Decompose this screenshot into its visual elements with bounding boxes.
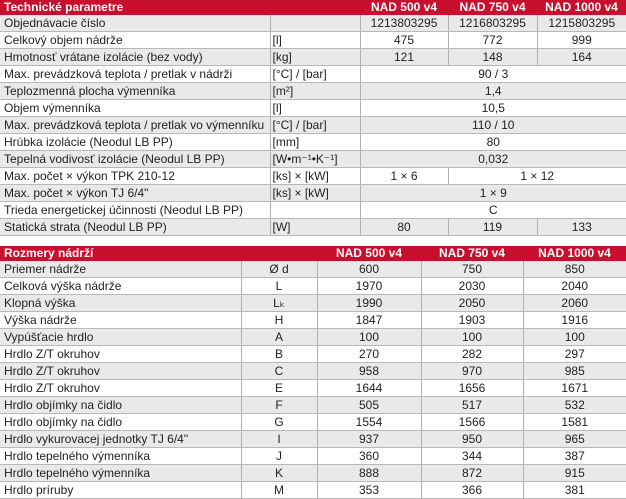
table-row <box>0 465 626 482</box>
value-cell: 1903 <box>421 312 523 329</box>
value-cell: 475 <box>360 32 448 49</box>
model-column-header: NAD 1000 v4 <box>537 0 626 15</box>
value-cell: 297 <box>523 346 626 363</box>
row-label: Hrdlo objímky na čidlo <box>0 397 241 414</box>
header-unit-cell <box>241 246 317 261</box>
table-row <box>0 66 626 83</box>
value-cell-merged: 1 × 12 <box>448 168 626 185</box>
value-cell: 282 <box>421 346 523 363</box>
value-cell: 532 <box>523 397 626 414</box>
value-cell: 872 <box>421 465 523 482</box>
value-cell: 270 <box>317 346 421 363</box>
value-cell: 1970 <box>317 278 421 295</box>
value-cell-merged: 10,5 <box>360 100 626 117</box>
row-unit <box>270 202 360 219</box>
value-cell: 970 <box>421 363 523 380</box>
value-cell: 1671 <box>523 380 626 397</box>
row-label: Hrdlo objímky na čidlo <box>0 414 241 431</box>
row-unit: [kg] <box>270 49 360 66</box>
row-label: Max. počet × výkon TJ 6/4" <box>0 185 270 202</box>
row-label: Hrdlo Z/T okruhov <box>0 380 241 397</box>
value-cell: 1656 <box>421 380 523 397</box>
table-row <box>0 32 626 49</box>
row-label: Hmotnosť vrátane izolácie (bez vody) <box>0 49 270 66</box>
value-cell: 505 <box>317 397 421 414</box>
value-cell: 937 <box>317 431 421 448</box>
value-cell: 517 <box>421 397 523 414</box>
row-unit: [W] <box>270 219 360 236</box>
row-label: Trieda energetickej účinnosti (Neodul LB PP) <box>0 202 270 219</box>
row-label: Teplozmenná plocha výmenníka <box>0 83 270 100</box>
value-cell: 1213803295 <box>360 15 448 32</box>
row-unit: A <box>241 329 317 346</box>
value-cell: 1 × 6 <box>360 168 448 185</box>
model-column-header: NAD 1000 v4 <box>523 246 626 261</box>
model-column-header: NAD 750 v4 <box>421 246 523 261</box>
row-unit: I <box>241 431 317 448</box>
header-unit-cell <box>270 0 360 15</box>
value-cell: 1990 <box>317 295 421 312</box>
value-cell: 1554 <box>317 414 421 431</box>
value-cell: 950 <box>421 431 523 448</box>
value-cell: 985 <box>523 363 626 380</box>
table-row <box>0 83 626 100</box>
row-unit: J <box>241 448 317 465</box>
row-label: Objednávacie číslo <box>0 15 270 32</box>
row-label: Statická strata (Neodul LB PP) <box>0 219 270 236</box>
table-row <box>0 278 626 295</box>
value-cell: 164 <box>537 49 626 66</box>
value-cell: 387 <box>523 448 626 465</box>
value-cell: 2060 <box>523 295 626 312</box>
row-unit: E <box>241 380 317 397</box>
table-title: Technické parametre <box>0 0 270 15</box>
value-cell: 1644 <box>317 380 421 397</box>
row-label: Max. prevádzková teplota / pretlak vo výmenníku <box>0 117 270 134</box>
value-cell: 119 <box>448 219 537 236</box>
table-row <box>0 117 626 134</box>
value-cell-merged: 80 <box>360 134 626 151</box>
model-column-header: NAD 500 v4 <box>360 0 448 15</box>
table-row <box>0 482 626 499</box>
row-label: Výška nádrže <box>0 312 241 329</box>
table-row <box>0 15 626 32</box>
value-cell: 915 <box>523 465 626 482</box>
value-cell: 100 <box>317 329 421 346</box>
value-cell: 121 <box>360 49 448 66</box>
value-cell: 360 <box>317 448 421 465</box>
table-row <box>0 49 626 66</box>
value-cell: 850 <box>523 261 626 278</box>
value-cell: 888 <box>317 465 421 482</box>
table-row <box>0 100 626 117</box>
value-cell: 100 <box>523 329 626 346</box>
row-label: Celkový objem nádrže <box>0 32 270 49</box>
model-column-header: NAD 750 v4 <box>448 0 537 15</box>
value-cell: 100 <box>421 329 523 346</box>
row-unit: B <box>241 346 317 363</box>
value-cell: 772 <box>448 32 537 49</box>
value-cell: 1847 <box>317 312 421 329</box>
row-label: Hrdlo Z/T okruhov <box>0 346 241 363</box>
row-label: Hrúbka izolácie (Neodul LB PP) <box>0 134 270 151</box>
value-cell: 1916 <box>523 312 626 329</box>
value-cell: 750 <box>421 261 523 278</box>
table-header-row <box>0 0 626 15</box>
value-cell: 958 <box>317 363 421 380</box>
model-column-header: NAD 500 v4 <box>317 246 421 261</box>
table-row <box>0 329 626 346</box>
table-row <box>0 261 626 278</box>
table-row <box>0 431 626 448</box>
row-label: Hrdlo Z/T okruhov <box>0 363 241 380</box>
row-unit: K <box>241 465 317 482</box>
value-cell: 2040 <box>523 278 626 295</box>
value-cell: 366 <box>421 482 523 499</box>
table-title: Rozmery nádrží <box>0 246 241 261</box>
value-cell: 80 <box>360 219 448 236</box>
table-row <box>0 414 626 431</box>
value-cell: 965 <box>523 431 626 448</box>
row-unit: Lₖ <box>241 295 317 312</box>
row-unit: F <box>241 397 317 414</box>
table-row <box>0 397 626 414</box>
table-row <box>0 219 626 236</box>
table-row <box>0 363 626 380</box>
row-label: Celková výška nádrže <box>0 278 241 295</box>
row-unit: Ø d <box>241 261 317 278</box>
value-cell-merged: 110 / 10 <box>360 117 626 134</box>
value-cell-merged: 0,032 <box>360 151 626 168</box>
row-label: Max. počet × výkon TPK 210-12 <box>0 168 270 185</box>
value-cell: 600 <box>317 261 421 278</box>
table-header-row <box>0 246 626 261</box>
row-label: Priemer nádrže <box>0 261 241 278</box>
table-row <box>0 151 626 168</box>
table-row <box>0 185 626 202</box>
value-cell: 1581 <box>523 414 626 431</box>
row-unit: [°C] / [bar] <box>270 66 360 83</box>
value-cell-merged: 1 × 9 <box>360 185 626 202</box>
value-cell-merged: C <box>360 202 626 219</box>
row-unit: [l] <box>270 32 360 49</box>
row-unit: C <box>241 363 317 380</box>
table-row <box>0 134 626 151</box>
row-unit: [mm] <box>270 134 360 151</box>
row-label: Vypúšťacie hrdlo <box>0 329 241 346</box>
row-unit: [ks] × [kW] <box>270 185 360 202</box>
value-cell: 344 <box>421 448 523 465</box>
table-row <box>0 202 626 219</box>
value-cell-merged: 90 / 3 <box>360 66 626 83</box>
value-cell: 999 <box>537 32 626 49</box>
value-cell: 133 <box>537 219 626 236</box>
table-row <box>0 448 626 465</box>
row-label: Klopná výška <box>0 295 241 312</box>
row-unit <box>270 15 360 32</box>
value-cell: 353 <box>317 482 421 499</box>
value-cell: 1215803295 <box>537 15 626 32</box>
row-unit: M <box>241 482 317 499</box>
row-label: Hrdlo príruby <box>0 482 241 499</box>
value-cell: 2030 <box>421 278 523 295</box>
row-label: Max. prevádzková teplota / pretlak v nádrži <box>0 66 270 83</box>
row-unit: L <box>241 278 317 295</box>
row-unit: [m²] <box>270 83 360 100</box>
row-unit: H <box>241 312 317 329</box>
row-unit: [ks] × [kW] <box>270 168 360 185</box>
row-unit: [W•m⁻¹•K⁻¹] <box>270 151 360 168</box>
value-cell: 148 <box>448 49 537 66</box>
table-row <box>0 168 626 185</box>
table-row <box>0 295 626 312</box>
technical-parameters-table <box>0 0 626 236</box>
tank-dimensions-table <box>0 246 626 499</box>
row-unit: [°C] / [bar] <box>270 117 360 134</box>
row-unit: G <box>241 414 317 431</box>
row-label: Tepelná vodivosť izolácie (Neodul LB PP) <box>0 151 270 168</box>
row-label: Hrdlo tepelného výmenníka <box>0 465 241 482</box>
value-cell: 381 <box>523 482 626 499</box>
value-cell: 1216803295 <box>448 15 537 32</box>
table-row <box>0 380 626 397</box>
table-row <box>0 312 626 329</box>
value-cell: 2050 <box>421 295 523 312</box>
row-label: Objem výmenníka <box>0 100 270 117</box>
row-unit: [l] <box>270 100 360 117</box>
row-label: Hrdlo vykurovacej jednotky TJ 6/4" <box>0 431 241 448</box>
value-cell-merged: 1,4 <box>360 83 626 100</box>
table-row <box>0 346 626 363</box>
value-cell: 1566 <box>421 414 523 431</box>
row-label: Hrdlo tepelného výmenníka <box>0 448 241 465</box>
